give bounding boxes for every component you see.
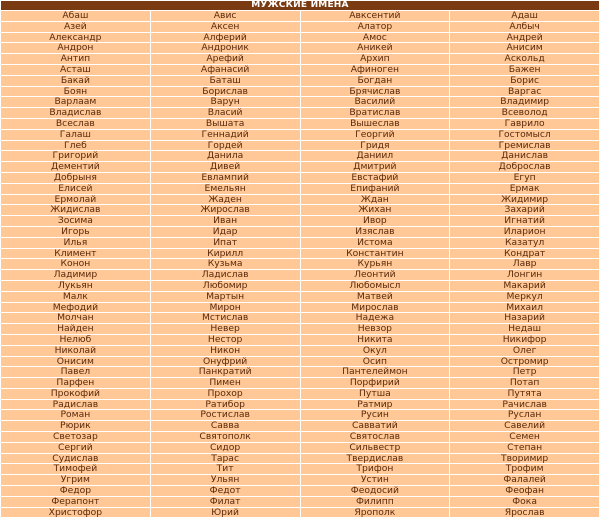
name-cell: Надежа: [301, 313, 450, 323]
name-cell: Ярополк: [301, 508, 450, 518]
name-cell: Жаден: [151, 195, 300, 205]
name-cell: Любомысл: [301, 281, 450, 291]
name-cell: Недаш: [450, 324, 599, 334]
table-row: [1, 173, 599, 183]
name-cell: Дмитрий: [301, 162, 450, 172]
table-row: [1, 205, 599, 215]
table-row: [1, 151, 599, 161]
name-cell: Адаш: [450, 11, 599, 21]
name-cell: Устин: [301, 475, 450, 485]
name-cell: Варгас: [450, 87, 599, 97]
name-cell: Кирилл: [151, 249, 300, 259]
name-cell: Ждан: [301, 195, 450, 205]
table-row: [1, 22, 599, 32]
name-cell: Невзор: [301, 324, 450, 334]
name-cell: Тит: [151, 464, 300, 474]
name-cell: Жидислав: [1, 205, 150, 215]
table-row: [1, 249, 599, 259]
name-cell: Ладислав: [151, 270, 300, 280]
name-cell: Алферий: [151, 33, 300, 43]
name-cell: Трофим: [450, 464, 599, 474]
name-cell: Ратмир: [301, 400, 450, 410]
name-cell: Евлампий: [151, 173, 300, 183]
name-cell: Путша: [301, 389, 450, 399]
name-cell: Невер: [151, 324, 300, 334]
name-cell: Казатул: [450, 238, 599, 248]
name-cell: Борислав: [151, 87, 300, 97]
name-cell: Трифон: [301, 464, 450, 474]
name-cell: Бакай: [1, 76, 150, 86]
name-cell: Макарий: [450, 281, 599, 291]
name-cell: Андроник: [151, 43, 300, 53]
name-cell: Жидимир: [450, 195, 599, 205]
name-cell: Добрыня: [1, 173, 150, 183]
name-cell: Галаш: [1, 130, 150, 140]
name-cell: Осип: [301, 357, 450, 367]
name-cell: Игнатий: [450, 216, 599, 226]
table-row: [1, 270, 599, 280]
table-row: [1, 400, 599, 410]
table-row: [1, 54, 599, 64]
name-cell: Судислав: [1, 454, 150, 464]
name-cell: Ивор: [301, 216, 450, 226]
name-cell: Федор: [1, 486, 150, 496]
name-cell: Гридя: [301, 141, 450, 151]
table-row: [1, 497, 599, 507]
name-cell: Ферапонт: [1, 497, 150, 507]
name-cell: Жирослав: [151, 205, 300, 215]
name-cell: Конон: [1, 259, 150, 269]
name-cell: Найден: [1, 324, 150, 334]
name-cell: Молчан: [1, 313, 150, 323]
name-cell: Нелюб: [1, 335, 150, 345]
name-cell: Афанасий: [151, 65, 300, 75]
name-cell: Светозар: [1, 432, 150, 442]
name-cell: Идар: [151, 227, 300, 237]
table-row: [1, 216, 599, 226]
name-cell: Феодосий: [301, 486, 450, 496]
name-cell: Юрий: [151, 508, 300, 518]
name-cell: Аксен: [151, 22, 300, 32]
name-cell: Антип: [1, 54, 150, 64]
name-cell: Бажен: [450, 65, 599, 75]
name-cell: Меркул: [450, 292, 599, 302]
name-cell: Богдан: [301, 76, 450, 86]
name-cell: Андрон: [1, 43, 150, 53]
name-cell: Даниил: [301, 151, 450, 161]
name-cell: Вышата: [151, 119, 300, 129]
name-cell: Творимир: [450, 454, 599, 464]
name-cell: Варлаам: [1, 97, 150, 107]
name-cell: Остромир: [450, 357, 599, 367]
name-cell: Евстафий: [301, 173, 450, 183]
name-cell: Пимен: [151, 378, 300, 388]
name-cell: Изяслав: [301, 227, 450, 237]
name-cell: Мартын: [151, 292, 300, 302]
table-row: [1, 43, 599, 53]
name-cell: Баташ: [151, 76, 300, 86]
name-cell: Дивей: [151, 162, 300, 172]
name-cell: Савелий: [450, 421, 599, 431]
name-cell: Епифаний: [301, 184, 450, 194]
name-cell: Лавр: [450, 259, 599, 269]
table-row: [1, 410, 599, 420]
name-cell: Василий: [301, 97, 450, 107]
table-row: [1, 33, 599, 43]
name-cell: Панкратий: [151, 367, 300, 377]
table-row: [1, 259, 599, 269]
name-cell: Варун: [151, 97, 300, 107]
name-cell: Прохор: [151, 389, 300, 399]
name-cell: Абаш: [1, 11, 150, 21]
table-row: [1, 303, 599, 313]
name-cell: Ермак: [450, 184, 599, 194]
table-row: [1, 108, 599, 118]
name-cell: Радислав: [1, 400, 150, 410]
table-row: [1, 141, 599, 151]
name-cell: Руслан: [450, 410, 599, 420]
name-cell: Ладимир: [1, 270, 150, 280]
name-cell: Олег: [450, 346, 599, 356]
name-cell: Ратибор: [151, 400, 300, 410]
name-cell: Тарас: [151, 454, 300, 464]
name-cell: Рачислав: [450, 400, 599, 410]
table-row: [1, 346, 599, 356]
table-row: [1, 486, 599, 496]
name-cell: Константин: [301, 249, 450, 259]
table-row: [1, 76, 599, 86]
name-cell: Александр: [1, 33, 150, 43]
name-cell: Фока: [450, 497, 599, 507]
name-cell: Онуфрий: [151, 357, 300, 367]
name-cell: Рюрик: [1, 421, 150, 431]
table-row: [1, 119, 599, 129]
name-cell: Михаил: [450, 303, 599, 313]
table-row: [1, 357, 599, 367]
name-cell: Мефодий: [1, 303, 150, 313]
name-cell: Амос: [301, 33, 450, 43]
name-cell: Аскольд: [450, 54, 599, 64]
name-cell: Егуп: [450, 173, 599, 183]
name-cell: Павел: [1, 367, 150, 377]
name-cell: Авис: [151, 11, 300, 21]
name-cell: Георгий: [301, 130, 450, 140]
name-cell: Мирон: [151, 303, 300, 313]
name-cell: Савватий: [301, 421, 450, 431]
name-cell: Арефий: [151, 54, 300, 64]
name-cell: Семен: [450, 432, 599, 442]
name-cell: Истома: [301, 238, 450, 248]
name-cell: Гостомысл: [450, 130, 599, 140]
name-cell: Власий: [151, 108, 300, 118]
name-cell: Ульян: [151, 475, 300, 485]
name-cell: Потап: [450, 378, 599, 388]
name-cell: Мстислав: [151, 313, 300, 323]
name-cell: Онисим: [1, 357, 150, 367]
table-row: [1, 292, 599, 302]
name-cell: Степан: [450, 443, 599, 453]
name-cell: Сергий: [1, 443, 150, 453]
name-cell: Ермолай: [1, 195, 150, 205]
name-cell: Малк: [1, 292, 150, 302]
table-row: [1, 324, 599, 334]
table-row: [1, 367, 599, 377]
name-cell: Глеб: [1, 141, 150, 151]
table-row: [1, 97, 599, 107]
name-cell: Никифор: [450, 335, 599, 345]
name-cell: Парфен: [1, 378, 150, 388]
name-cell: Афиноген: [301, 65, 450, 75]
table-row: [1, 508, 599, 518]
name-cell: Всеволод: [450, 108, 599, 118]
name-cell: Леонтий: [301, 270, 450, 280]
name-cell: Роман: [1, 410, 150, 420]
name-cell: Боян: [1, 87, 150, 97]
name-cell: Захарий: [450, 205, 599, 215]
name-cell: Пантелеймон: [301, 367, 450, 377]
name-cell: Кондрат: [450, 249, 599, 259]
name-cell: Никита: [301, 335, 450, 345]
name-cell: Иван: [151, 216, 300, 226]
name-cell: Владимир: [450, 97, 599, 107]
name-cell: Илья: [1, 238, 150, 248]
table-row: [1, 162, 599, 172]
table-row: [1, 378, 599, 388]
name-cell: Жихан: [301, 205, 450, 215]
table-row: [1, 335, 599, 345]
name-cell: Вышеслав: [301, 119, 450, 129]
name-cell: Никон: [151, 346, 300, 356]
name-cell: Гордей: [151, 141, 300, 151]
table-row: [1, 130, 599, 140]
table-row: [1, 421, 599, 431]
name-cell: Григорий: [1, 151, 150, 161]
name-cell: Сильвестр: [301, 443, 450, 453]
name-cell: Дементий: [1, 162, 150, 172]
name-cell: Андрей: [450, 33, 599, 43]
name-cell: Николай: [1, 346, 150, 356]
name-cell: Авксентий: [301, 11, 450, 21]
name-cell: Архип: [301, 54, 450, 64]
name-cell: Назарий: [450, 313, 599, 323]
name-cell: Сидор: [151, 443, 300, 453]
name-cell: Курьян: [301, 259, 450, 269]
name-cell: Зосима: [1, 216, 150, 226]
name-cell: Кузьма: [151, 259, 300, 269]
name-cell: Фалалей: [450, 475, 599, 485]
name-cell: Русин: [301, 410, 450, 420]
table-row: [1, 389, 599, 399]
name-cell: Елисей: [1, 184, 150, 194]
name-cell: Алатор: [301, 22, 450, 32]
table-title: МУЖСКИЕ ИМЕНА: [1, 1, 599, 10]
name-cell: Климент: [1, 249, 150, 259]
name-cell: Вратислав: [301, 108, 450, 118]
table-row: [1, 475, 599, 485]
name-cell: Доброслав: [450, 162, 599, 172]
table-row: [1, 313, 599, 323]
table-row: [1, 454, 599, 464]
name-cell: Анисим: [450, 43, 599, 53]
name-cell: Твердислав: [301, 454, 450, 464]
name-cell: Лонгин: [450, 270, 599, 280]
name-cell: Данила: [151, 151, 300, 161]
name-cell: Тимофей: [1, 464, 150, 474]
table-row: [1, 11, 599, 21]
name-cell: Емельян: [151, 184, 300, 194]
name-cell: Петр: [450, 367, 599, 377]
name-cell: Филипп: [301, 497, 450, 507]
name-cell: Порфирий: [301, 378, 450, 388]
name-cell: Владислав: [1, 108, 150, 118]
name-cell: Асташ: [1, 65, 150, 75]
name-cell: Феофан: [450, 486, 599, 496]
name-cell: Филат: [151, 497, 300, 507]
table-row: [1, 238, 599, 248]
name-cell: Савва: [151, 421, 300, 431]
table-row: [1, 432, 599, 442]
table-row: [1, 443, 599, 453]
name-cell: Брячислав: [301, 87, 450, 97]
name-cell: Святополк: [151, 432, 300, 442]
table-row: [1, 195, 599, 205]
name-cell: Мирослав: [301, 303, 450, 313]
name-cell: Ипат: [151, 238, 300, 248]
name-cell: Игорь: [1, 227, 150, 237]
name-cell: Данислав: [450, 151, 599, 161]
table-row: [1, 227, 599, 237]
table-row: [1, 281, 599, 291]
table-row: [1, 184, 599, 194]
names-body: [1, 11, 599, 517]
name-cell: Нестор: [151, 335, 300, 345]
name-cell: Угрим: [1, 475, 150, 485]
table-row: [1, 464, 599, 474]
table-row: [1, 87, 599, 97]
name-cell: Азей: [1, 22, 150, 32]
name-cell: Христофор: [1, 508, 150, 518]
name-cell: Борис: [450, 76, 599, 86]
header-row: [1, 1, 599, 10]
name-cell: Матвей: [301, 292, 450, 302]
name-cell: Путята: [450, 389, 599, 399]
name-cell: Гаврило: [450, 119, 599, 129]
name-cell: Всеслав: [1, 119, 150, 129]
name-cell: Прокофий: [1, 389, 150, 399]
name-cell: Иларион: [450, 227, 599, 237]
table-row: [1, 65, 599, 75]
name-cell: Святослав: [301, 432, 450, 442]
name-cell: Гремислав: [450, 141, 599, 151]
name-cell: Ростислав: [151, 410, 300, 420]
name-cell: Аникей: [301, 43, 450, 53]
name-cell: Лукьян: [1, 281, 150, 291]
name-cell: Федот: [151, 486, 300, 496]
name-cell: Любомир: [151, 281, 300, 291]
name-cell: Геннадий: [151, 130, 300, 140]
name-cell: Окул: [301, 346, 450, 356]
name-cell: Албыч: [450, 22, 599, 32]
name-cell: Ярослав: [450, 508, 599, 518]
